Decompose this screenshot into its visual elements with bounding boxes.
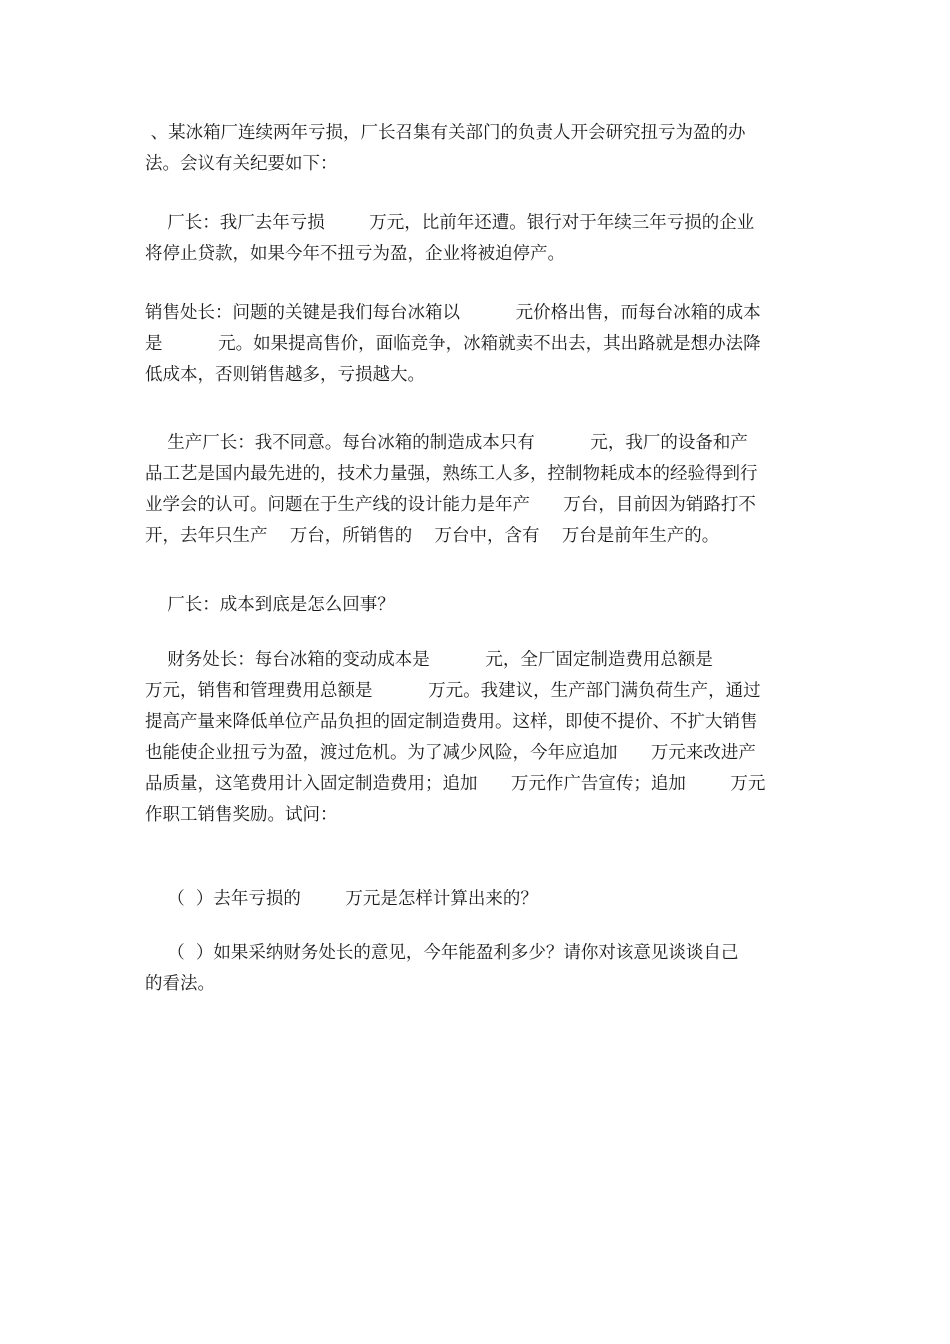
text-line: （ ）去年亏损的 万元是怎样计算出来的？ — [145, 889, 538, 909]
text-line: 也能使企业扭亏为盈，渡过危机。为了减少风险，今年应追加 万元来改进产 — [145, 743, 756, 763]
paragraph-factory-director-1 — [145, 208, 810, 270]
text-line: 是 元。如果提高售价，面临竞争，冰箱就卖不出去，其出路就是想办法降 — [145, 334, 761, 354]
paragraph-sales-director — [145, 298, 810, 391]
text-line: 作职工销售奖励。试问： — [145, 805, 338, 825]
paragraph-question-1 — [145, 884, 810, 915]
text-line: 的看法。 — [145, 974, 215, 994]
paragraph-finance-director — [145, 645, 810, 831]
paragraph-factory-director-2 — [145, 590, 810, 621]
paragraph-question-2 — [145, 938, 810, 1000]
text-line: （ ）如果采纳财务处长的意见，今年能盈利多少？请你对该意见谈谈自己 — [145, 943, 739, 963]
text-line: 低成本，否则销售越多，亏损越大。 — [145, 365, 425, 385]
text-line: 厂长：我厂去年亏损 万元，比前年还遭。银行对于年续三年亏损的企业 — [145, 213, 755, 233]
text-line: 销售处长：问题的关键是我们每台冰箱以 元价格出售，而每台冰箱的成本 — [145, 303, 761, 323]
text-line: 厂长：成本到底是怎么回事？ — [145, 595, 395, 615]
paragraph-intro — [145, 118, 810, 180]
paragraph-production-director — [145, 428, 810, 552]
text-line: 生产厂长：我不同意。每台冰箱的制造成本只有 元，我厂的设备和产 — [145, 433, 748, 453]
text-line: 业学会的认可。问题在于生产线的设计能力是年产 万台，目前因为销路打不 — [145, 495, 756, 515]
text-line: 法。会议有关纪要如下： — [145, 154, 338, 174]
text-line: 开，去年只生产 万台，所销售的 万台中，含有 万台是前年生产的。 — [145, 526, 720, 546]
text-line: 将停止贷款，如果今年不扭亏为盈，企业将被迫停产。 — [145, 244, 565, 264]
text-line: 万元，销售和管理费用总额是 万元。我建议，生产部门满负荷生产，通过 — [145, 681, 761, 701]
text-line: 财务处长：每台冰箱的变动成本是 元，全厂固定制造费用总额是 — [145, 650, 713, 670]
text-line: 、某冰箱厂连续两年亏损，厂长召集有关部门的负责人开会研究扭亏为盈的办 — [145, 123, 746, 143]
text-line: 品工艺是国内最先进的，技术力量强，熟练工人多，控制物耗成本的经验得到行 — [145, 464, 758, 484]
text-line: 提高产量来降低单位产品负担的固定制造费用。这样，即使不提价、不扩大销售 — [145, 712, 758, 732]
text-line: 品质量，这笔费用计入固定制造费用；追加 万元作广告宣传；追加 万元 — [145, 774, 766, 794]
